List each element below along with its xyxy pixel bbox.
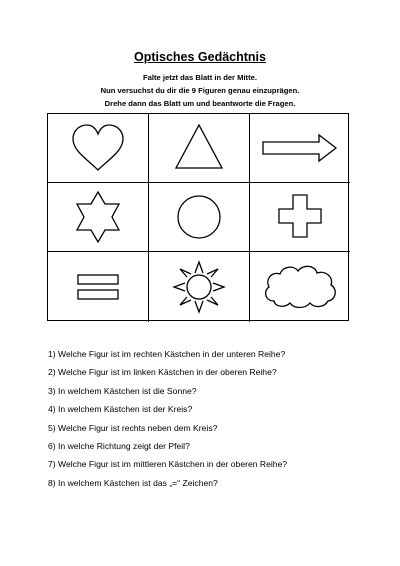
question-7: 7) Welche Figur ist im mittleren Kästchen in der oberen Reihe? [48, 459, 288, 470]
instruction-1: Falte jetzt das Blatt in der Mitte. [143, 73, 257, 82]
instruction-2: Nun versuchst du dir die 9 Figuren genau einzuprägen. [100, 86, 300, 95]
grid-cell-2 [149, 114, 250, 183]
triangle-icon [164, 118, 234, 178]
grid-cell-6 [250, 183, 350, 252]
question-4: 4) In welchem Kästchen ist der Kreis? [48, 404, 193, 415]
star-icon [63, 186, 133, 248]
grid-cell-8 [149, 252, 250, 322]
question-6: 6) In welche Richtung zeigt der Pfeil? [48, 441, 190, 452]
sun-icon [163, 255, 235, 319]
instruction-3: Drehe dann das Blatt um und beantworte die Fragen. [104, 99, 296, 108]
question-8: 8) In welchem Kästchen ist das „=“ Zeichen? [48, 477, 218, 488]
cloud-icon [258, 255, 342, 319]
figure-grid [47, 113, 349, 321]
grid-cell-9 [250, 252, 350, 322]
grid-cell-1 [48, 114, 149, 183]
heart-icon [63, 118, 133, 178]
page-title: Optisches Gedächtnis [134, 50, 266, 64]
question-3: 3) In welchem Kästchen ist die Sonne? [48, 385, 197, 396]
arrow-icon [257, 118, 343, 178]
equals-icon [63, 256, 133, 318]
grid-cell-3 [250, 114, 350, 183]
question-1: 1) Welche Figur ist im rechten Kästchen in der unteren Reihe? [48, 349, 286, 359]
grid-cell-7 [48, 252, 149, 322]
question-5: 5) Welche Figur ist rechts neben dem Kreis? [48, 422, 218, 433]
plus-icon [265, 186, 335, 248]
circle-icon [164, 186, 234, 248]
grid-cell-4 [48, 183, 149, 252]
question-list [48, 345, 368, 492]
question-2: 2) Welche Figur ist im linken Kästchen in der oberen Reihe? [48, 367, 277, 378]
grid-cell-5 [149, 183, 250, 252]
